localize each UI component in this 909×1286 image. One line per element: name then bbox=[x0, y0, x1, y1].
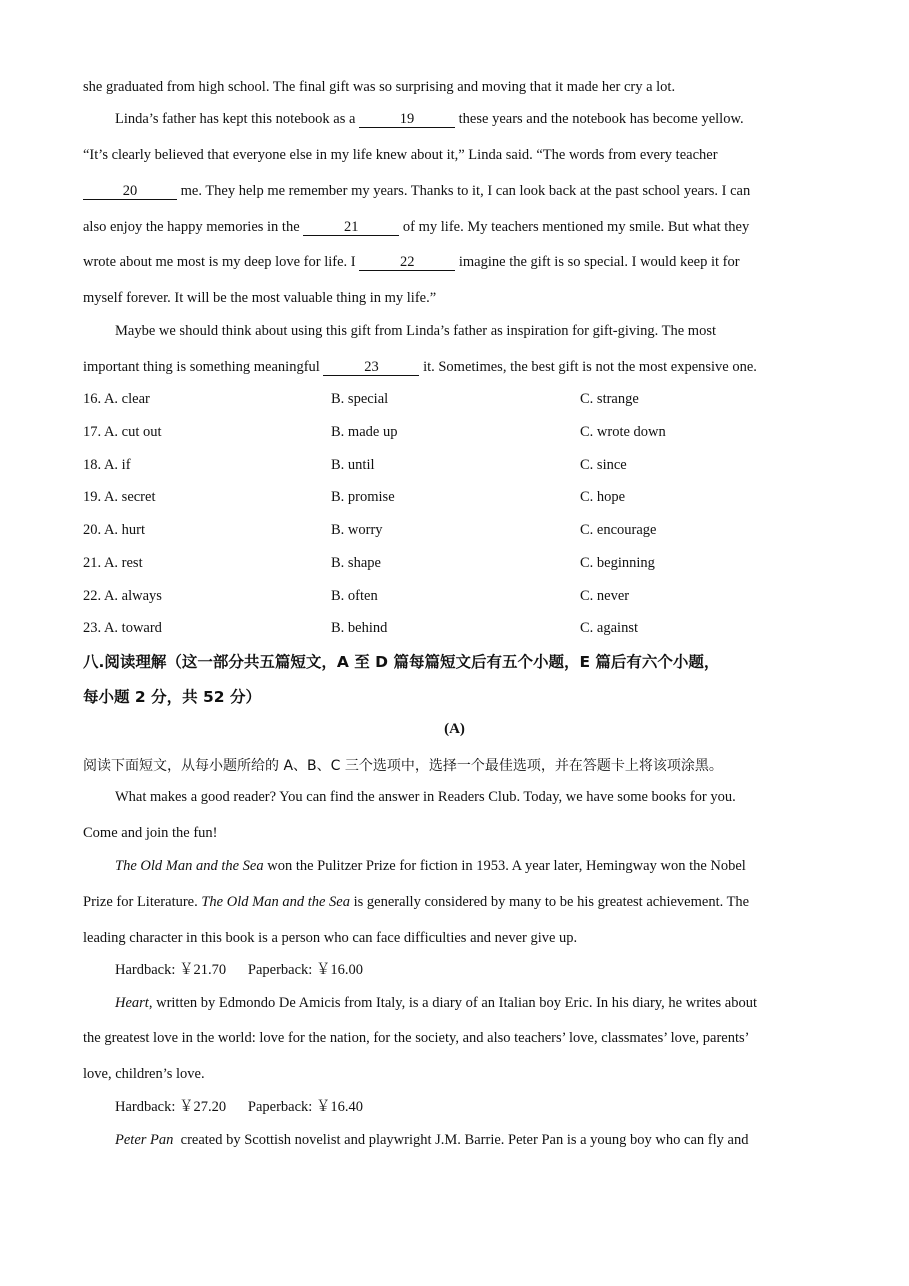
book-title: Peter Pan bbox=[115, 1132, 174, 1148]
passage-line bbox=[83, 357, 828, 377]
text: me. They help me remember my years. Thanks to it, I can look back at the past school years. I can bbox=[180, 183, 751, 199]
section-heading-cont: 每小题 2 分，共 52 分） bbox=[83, 688, 261, 706]
text: won the Pulitzer Prize for fiction in 1953. A year later, Hemingway won the Nobel bbox=[263, 858, 746, 874]
text: also enjoy the happy memories in the bbox=[83, 219, 300, 235]
option-c: C. never bbox=[580, 588, 630, 604]
passage-line bbox=[83, 252, 828, 272]
part-label: (A) bbox=[444, 721, 465, 737]
book-title: The Old Man and the Sea bbox=[201, 894, 350, 910]
option-c: C. strange bbox=[580, 391, 639, 407]
reading-line bbox=[115, 993, 828, 1013]
option-b: B. special bbox=[331, 391, 389, 407]
option-c: C. encourage bbox=[580, 522, 657, 538]
section-heading: 八.阅读理解（这一部分共五篇短文，A 至 D 篇每篇短文后有五个小题，E 篇后有六个小题， bbox=[83, 653, 720, 671]
option-a: 20. A. hurt bbox=[83, 522, 146, 538]
option-b: B. often bbox=[331, 588, 378, 604]
passage-line bbox=[83, 181, 828, 201]
price-line: Hardback: ￥21.70 Paperback: ￥16.00 bbox=[115, 962, 364, 978]
book-title: Heart bbox=[115, 995, 149, 1011]
option-c: C. beginning bbox=[580, 555, 655, 571]
reading-line: the greatest love in the world: love for the nation, for the society, and also teachers’ love, classmates’ love, parents’ bbox=[83, 1030, 750, 1046]
passage-line: Maybe we should think about using this gift from Linda’s father as inspiration for gift-giving. The most bbox=[115, 323, 716, 339]
blank-22: 22 bbox=[359, 254, 455, 271]
passage-line: myself forever. It will be the most valuable thing in my life.” bbox=[83, 290, 437, 306]
option-c: C. wrote down bbox=[580, 424, 666, 440]
option-b: B. until bbox=[331, 457, 375, 473]
option-a: 22. A. always bbox=[83, 588, 162, 604]
option-a: 23. A. toward bbox=[83, 620, 162, 636]
option-c: C. since bbox=[580, 457, 627, 473]
price-line: Hardback: ￥27.20 Paperback: ￥16.40 bbox=[115, 1099, 364, 1115]
text: Linda’s father has kept this notebook as a bbox=[115, 111, 356, 127]
text: these years and the notebook has become yellow. bbox=[458, 111, 744, 127]
text: important thing is something meaningful bbox=[83, 359, 320, 375]
book-title: The Old Man and the Sea bbox=[115, 858, 264, 874]
blank-21: 21 bbox=[303, 219, 399, 236]
option-a: 19. A. secret bbox=[83, 489, 156, 505]
option-b: B. behind bbox=[331, 620, 388, 636]
passage-line: “It’s clearly believed that everyone else in my life knew about it,” Linda said. “The words from every teacher bbox=[83, 147, 718, 163]
option-a: 16. A. clear bbox=[83, 391, 150, 407]
blank-20: 20 bbox=[83, 183, 177, 200]
reading-line bbox=[115, 856, 828, 876]
reading-line: Come and join the fun! bbox=[83, 825, 218, 841]
passage-line bbox=[115, 109, 828, 129]
reading-line: What makes a good reader? You can find the answer in Readers Club. Today, we have some books for you. bbox=[115, 789, 736, 805]
option-b: B. worry bbox=[331, 522, 383, 538]
instruction: 阅读下面短文，从每小题所给的 A、B、C 三个选项中，选择一个最佳选项，并在答题卡上将该项涂黑。 bbox=[83, 758, 723, 774]
text: it. Sometimes, the best gift is not the most expensive one. bbox=[423, 359, 757, 375]
option-a: 18. A. if bbox=[83, 457, 131, 473]
text: of my life. My teachers mentioned my smile. But what they bbox=[402, 219, 750, 235]
text: created by Scottish novelist and playwright J.M. Barrie. Peter Pan is a young boy who can fly and bbox=[173, 1132, 749, 1148]
option-b: B. promise bbox=[331, 489, 395, 505]
text: Prize for Literature. bbox=[83, 894, 202, 910]
text: imagine the gift is so special. I would keep it for bbox=[458, 254, 740, 270]
reading-line bbox=[115, 1130, 828, 1150]
reading-line bbox=[83, 892, 828, 912]
blank-23: 23 bbox=[323, 359, 419, 376]
reading-line: love, children’s love. bbox=[83, 1066, 205, 1082]
option-b: B. shape bbox=[331, 555, 381, 571]
text: wrote about me most is my deep love for life. I bbox=[83, 254, 356, 270]
text: is generally considered by many to be his greatest achievement. The bbox=[349, 894, 750, 910]
blank-19: 19 bbox=[359, 111, 455, 128]
passage-line: she graduated from high school. The final gift was so surprising and moving that it made her cry a lot. bbox=[83, 79, 676, 95]
text: , written by Edmondo De Amicis from Italy, is a diary of an Italian boy Eric. In his diary, he writes about bbox=[148, 995, 758, 1011]
option-b: B. made up bbox=[331, 424, 398, 440]
option-c: C. against bbox=[580, 620, 638, 636]
reading-line: leading character in this book is a person who can face difficulties and never give up. bbox=[83, 930, 578, 946]
passage-line bbox=[83, 217, 828, 237]
option-a: 21. A. rest bbox=[83, 555, 143, 571]
option-a: 17. A. cut out bbox=[83, 424, 162, 440]
option-c: C. hope bbox=[580, 489, 626, 505]
